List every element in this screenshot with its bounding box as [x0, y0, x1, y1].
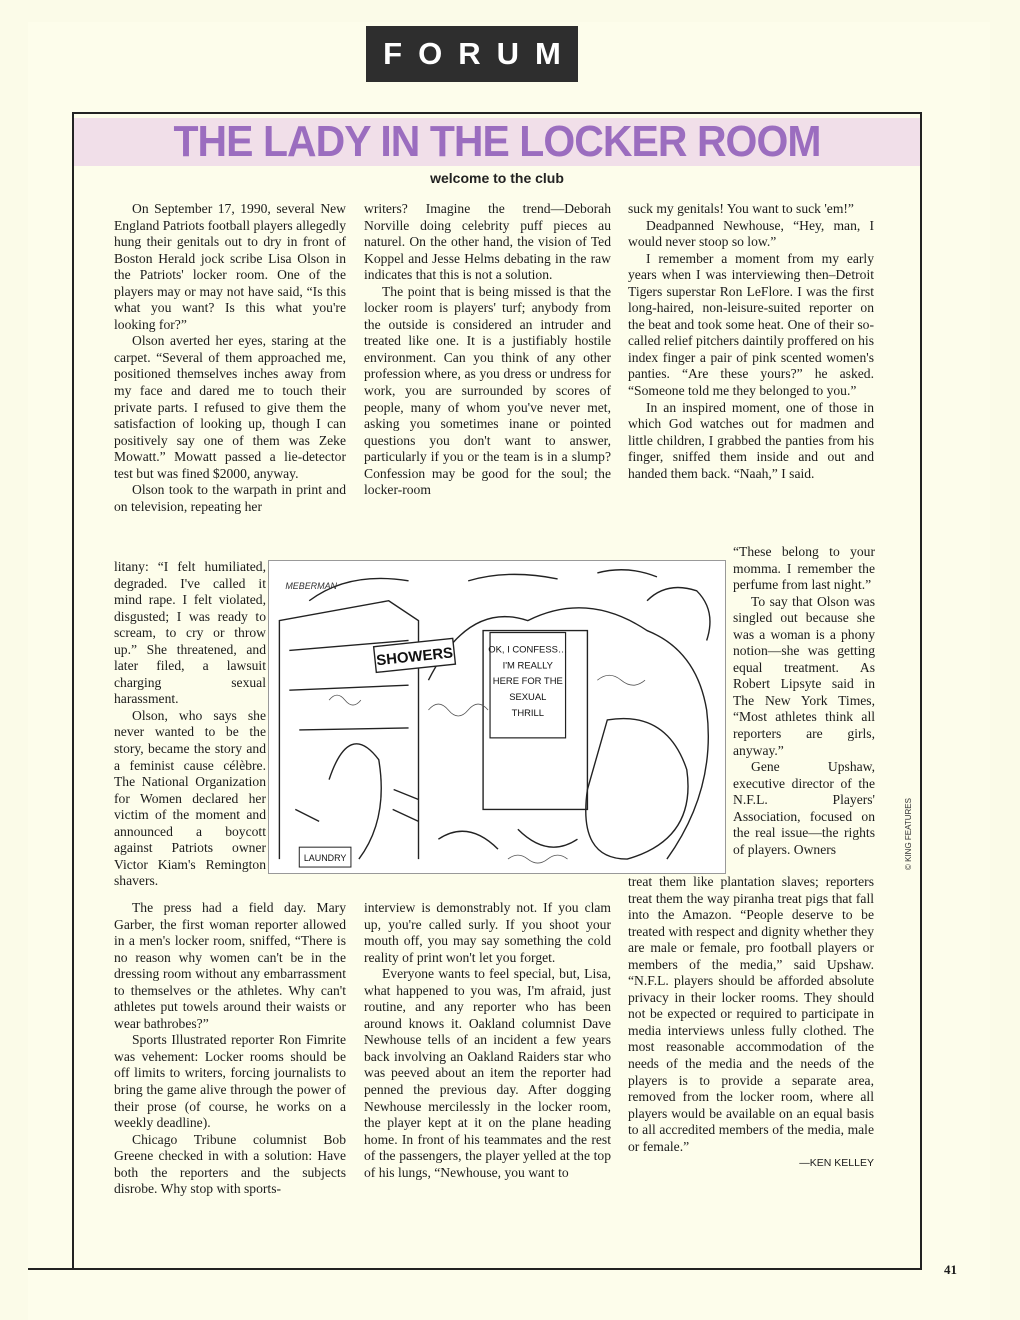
column-2-bottom: [364, 900, 611, 1181]
column-3-top: [628, 201, 874, 482]
paragraph: The point that is being missed is that the locker room is players' turf; anybody from the outside is considered an intruder and treated like one. It is a justifiably hostile environment. Can you think of any other profession where, as you dress or undress for work, you are surrounded by scores of people, many of whom you've never met, asking you sometimes inane or pointed questions you don't want to answer, particularly if you or the team is in a slump? Confession may be good for the soul; the locker-room: [364, 283, 611, 498]
showers-sign: SHOWERS: [375, 645, 454, 670]
paragraph: treat them like plantation slaves; reporters treat them the way piranha treat pigs that fall into the Amazon. “People deserve to be treated with respect and dignity whether they are male or female, pro football players or members of the media,” said Upshaw. “N.F.L. players should be afforded absolute privacy in their locker rooms. They should not be expected or required to participate in media interviews unless fully clothed. The most reasonable accommodation of the needs of the media and the needs of the players is to provide a separate area, removed from the locker room, where all players would be available on an equal basis to all accredited members of the media, male or female.”: [628, 874, 874, 1154]
confess-sign-line: THRILL: [511, 707, 545, 719]
section-label: FORUM: [366, 26, 578, 82]
paragraph: I remember a moment from my early years when I was interviewing then–Detroit Tigers superstar Ron LeFlore. I was the first long-haired, non-leisure-suited reporter on the beat and took some heat. One of their so-called relief pitchers daintily proffered on his index finger a pair of pink scented women's panties. “Are these yours?” he asked. “Someone told me they belonged to you.”: [628, 250, 874, 399]
paragraph: interview is demonstrably not. If you clam up, you're called surly. If you shoot your mouth off, you may say something the cold reality of print won't let you forget.: [364, 900, 611, 965]
photo-credit: © KING FEATURES: [904, 798, 913, 870]
column-1-top: [114, 201, 346, 515]
paragraph: On September 17, 1990, several New England Patriots football players allegedly hung their genitals out to dry in front of Boston Herald jock scribe Lisa Olson in the Patriots' locker room. One of the players may or may not have said, “Is this what you want? Is this what you're looking for?”: [114, 201, 346, 332]
confess-sign-line: HERE FOR THE: [492, 675, 563, 687]
paragraph: Everyone wants to feel special, but, Lisa, what happened to you was, I'm afraid, just routine, and any reporter who has been around knows it. Oakland columnist Dave Newhouse tells of an incident a few years back involving an Oakland Raiders star who was peeved about an item the reporter had penned the previous day. After dogging Newhouse mercilessly in the locker room, the player kept at it on the plane heading home. In front of his teammates and the rest of the passengers, the player yelled at the top of his lungs, “Newhouse, you want to: [364, 966, 611, 1180]
column-3-wrap: [733, 544, 875, 858]
paragraph: Gene Upshaw, executive director of the N.F.L. Players' Association, focused on the real issue—the rights of players. Owners: [733, 759, 875, 857]
editorial-cartoon: [268, 560, 726, 874]
laundry-sign: LAUNDRY: [303, 853, 347, 864]
frame-right-rule: [920, 112, 922, 1270]
deck: welcome to the club: [430, 170, 564, 186]
column-1-bottom: [114, 900, 346, 1198]
paragraph: litany: “I felt humiliated, degraded. I've called it mind rape. I felt violated, disgusted; I was ready to scream, to cry or throw up.” She threatened, and later filed, a lawsuit charging sexual harassment.: [114, 559, 266, 707]
paragraph: To say that Olson was singled out because she was a woman is a phony notion—she was getting equal treatment. As Robert Lipsyte said in The New York Times, “Most athletes think all reporters are girls, anyway.”: [733, 593, 875, 758]
frame-left-rule: [72, 112, 74, 1270]
cartoonist-signature: MEBERMAN: [285, 580, 338, 591]
paragraph: Olson took to the warpath in print and on television, repeating her: [114, 482, 346, 514]
column-2-top: [364, 201, 611, 499]
page-number: 41: [944, 1262, 957, 1277]
paragraph: Olson averted her eyes, staring at the carpet. “Several of them approached me, positioned themselves inches away from my face and dared me to touch their private parts. I refused to give them the satisfaction of looking up, though I can positively say one of them was Zeke Mowatt.” Mowatt passed a lie-detector test but was fined $2000, anyway.: [114, 333, 346, 481]
paragraph: Sports Illustrated reporter Ron Fimrite was vehement: Locker rooms should be off limits to writers, forcing journalists to bring the game alive through the power of their prose (of course, he works on a weekly deadline).: [114, 1032, 346, 1131]
paragraph: writers? Imagine the trend—Deborah Norville doing celebrity puff pieces au naturel. On the other hand, the vision of Ted Koppel and Jesse Helms debating in the raw indicates that this is not a solution.: [364, 201, 611, 283]
confess-sign-line: SEXUAL: [509, 691, 547, 703]
column-3-bottom: [628, 874, 874, 1172]
cartoon-drawing: [269, 561, 725, 873]
headline: THE LADY IN THE LOCKER ROOM: [173, 117, 821, 166]
byline: —KEN KELLEY: [799, 1157, 874, 1170]
confess-sign-line: I'M REALLY: [502, 659, 553, 671]
paragraph: In an inspired moment, one of those in which God watches out for madmen and little children, I grabbed the panties from his finger, sniffed them inside and out and handed them back. “Naah,” I said.: [628, 399, 874, 481]
confess-sign-line: OK, I CONFESS…: [488, 643, 568, 655]
paragraph: Chicago Tribune columnist Bob Greene checked in with a solution: Have both the reporters and the subjects disrobe. Why stop with sports-: [114, 1131, 346, 1197]
paragraph: suck my genitals! You want to suck 'em!”: [628, 201, 854, 216]
frame-bottom-rule: [28, 1268, 922, 1270]
paragraph: Olson, who says she never wanted to be the story, became the story and a feminist cause célèbre. The National Organization for Women declared her victim of the moment and announced a boycott against Patriots owner Victor Kiam's Remington shavers.: [114, 707, 266, 889]
paragraph: “These belong to your momma. I remember the perfume from last night.”: [733, 544, 875, 593]
column-1-wrap: [114, 559, 266, 890]
paragraph: The press had a field day. Mary Garber, the first woman reporter allowed in a men's locker room, sniffed, “There is no reason why women can't be in the dressing room without any embarrassment to themselves or the athletes. Why can't athletes put towels around their waists or wear bathrobes?”: [114, 900, 346, 1031]
paragraph: Deadpanned Newhouse, “Hey, man, I would never stoop so low.”: [628, 217, 874, 250]
